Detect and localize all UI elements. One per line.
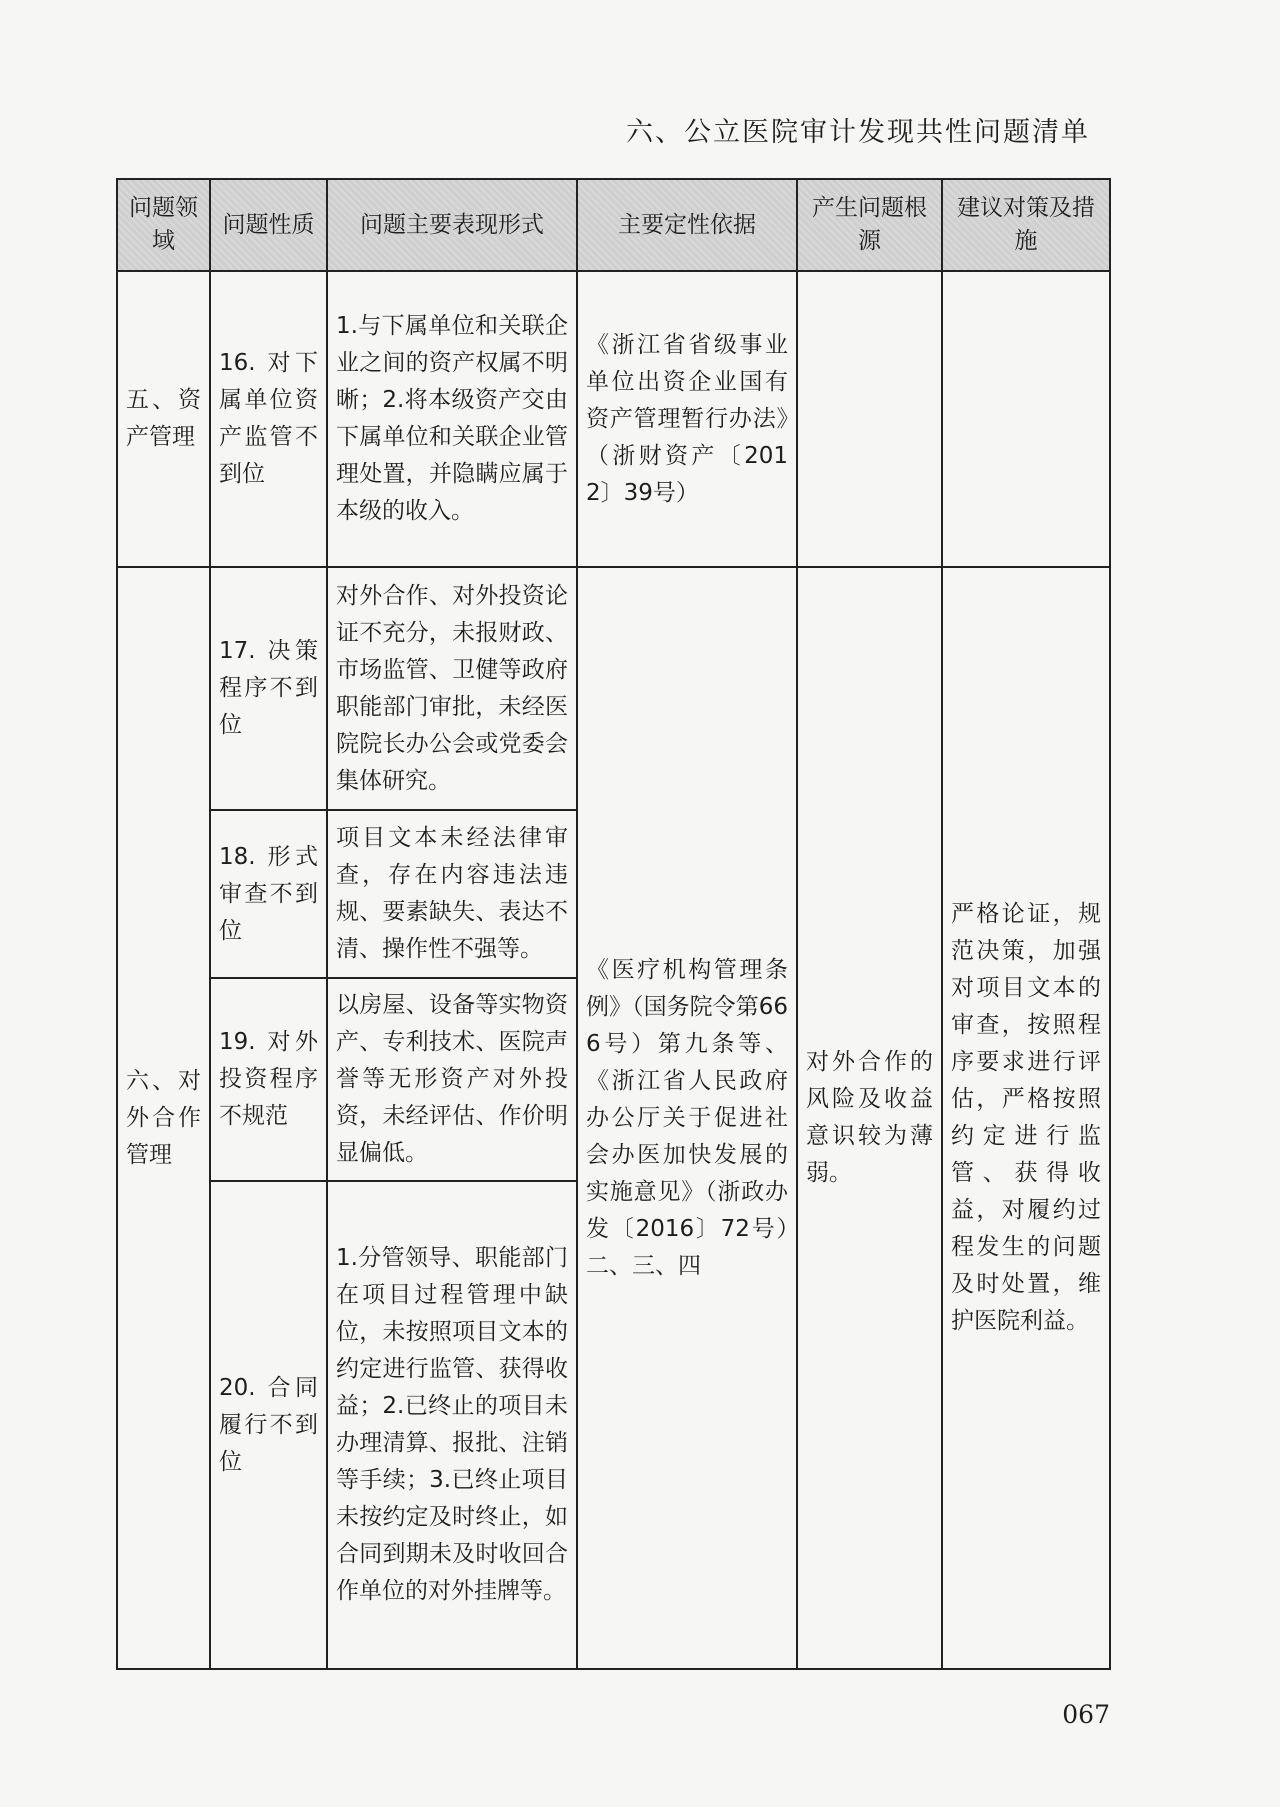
nature-cell: 20. 合同履行不到位 bbox=[210, 1181, 327, 1669]
header-basis: 主要定性依据 bbox=[577, 179, 797, 271]
forms-cell: 1.分管领导、职能部门在项目过程管理中缺位，未按照项目文本的约定进行监管、获得收益；2.已终止的项目未办理清算、报批、注销等手续；3.已终止项目未按约定及时终止，如合同到期未及时收回合作单位的对外挂牌等。 bbox=[327, 1181, 577, 1669]
header-area: 问题领域 bbox=[117, 179, 210, 271]
forms-cell: 1.与下属单位和关联企业之间的资产权属不明晰；2.将本级资产交由下属单位和关联企业管理处置，并隐瞒应属于本级的收入。 bbox=[327, 271, 577, 567]
audit-issues-table bbox=[116, 178, 1111, 1670]
header-measures: 建议对策及措施 bbox=[942, 179, 1110, 271]
source-cell bbox=[797, 271, 942, 567]
forms-cell: 以房屋、设备等实物资产、专利技术、医院声誉等无形资产对外投资，未经评估、作价明显偏低。 bbox=[327, 978, 577, 1181]
source-cell: 对外合作的风险及收益意识较为薄弱。 bbox=[797, 567, 942, 1669]
nature-cell: 18. 形式审查不到位 bbox=[210, 810, 327, 978]
header-forms: 问题主要表现形式 bbox=[327, 179, 577, 271]
measures-cell: 严格论证，规范决策，加强对项目文本的审查，按照程序要求进行评估，严格按照约定进行监管、获得收益，对履约过程发生的问题及时处置，维护医院利益。 bbox=[942, 567, 1110, 1669]
basis-cell: 《医疗机构管理条例》（国务院令第666号）第九条等、《浙江省人民政府办公厅关于促进社会办医加快发展的实施意见》（浙政办发〔2016〕72号）二、三、四 bbox=[577, 567, 797, 1669]
nature-cell: 19. 对外投资程序不规范 bbox=[210, 978, 327, 1181]
table-row bbox=[117, 271, 1110, 567]
header-row bbox=[117, 179, 1110, 271]
header-nature: 问题性质 bbox=[210, 179, 327, 271]
header-source: 产生问题根源 bbox=[797, 179, 942, 271]
table-row bbox=[117, 567, 1110, 810]
forms-cell: 项目文本未经法律审查，存在内容违法违规、要素缺失、表达不清、操作性不强等。 bbox=[327, 810, 577, 978]
measures-cell bbox=[942, 271, 1110, 567]
page-number: 067 bbox=[1062, 1700, 1110, 1729]
area-cell: 六、对外合作管理 bbox=[117, 567, 210, 1669]
basis-cell: 《浙江省省级事业单位出资企业国有资产管理暂行办法》（浙财资产〔2012〕39号） bbox=[577, 271, 797, 567]
nature-cell: 17. 决策程序不到位 bbox=[210, 567, 327, 810]
forms-cell: 对外合作、对外投资论证不充分，未报财政、市场监管、卫健等政府职能部门审批，未经医院院长办公会或党委会集体研究。 bbox=[327, 567, 577, 810]
nature-cell: 16. 对下属单位资产监管不到位 bbox=[210, 271, 327, 567]
running-header: 六、公立医院审计发现共性问题清单 bbox=[626, 117, 1090, 148]
area-cell: 五、资产管理 bbox=[117, 271, 210, 567]
